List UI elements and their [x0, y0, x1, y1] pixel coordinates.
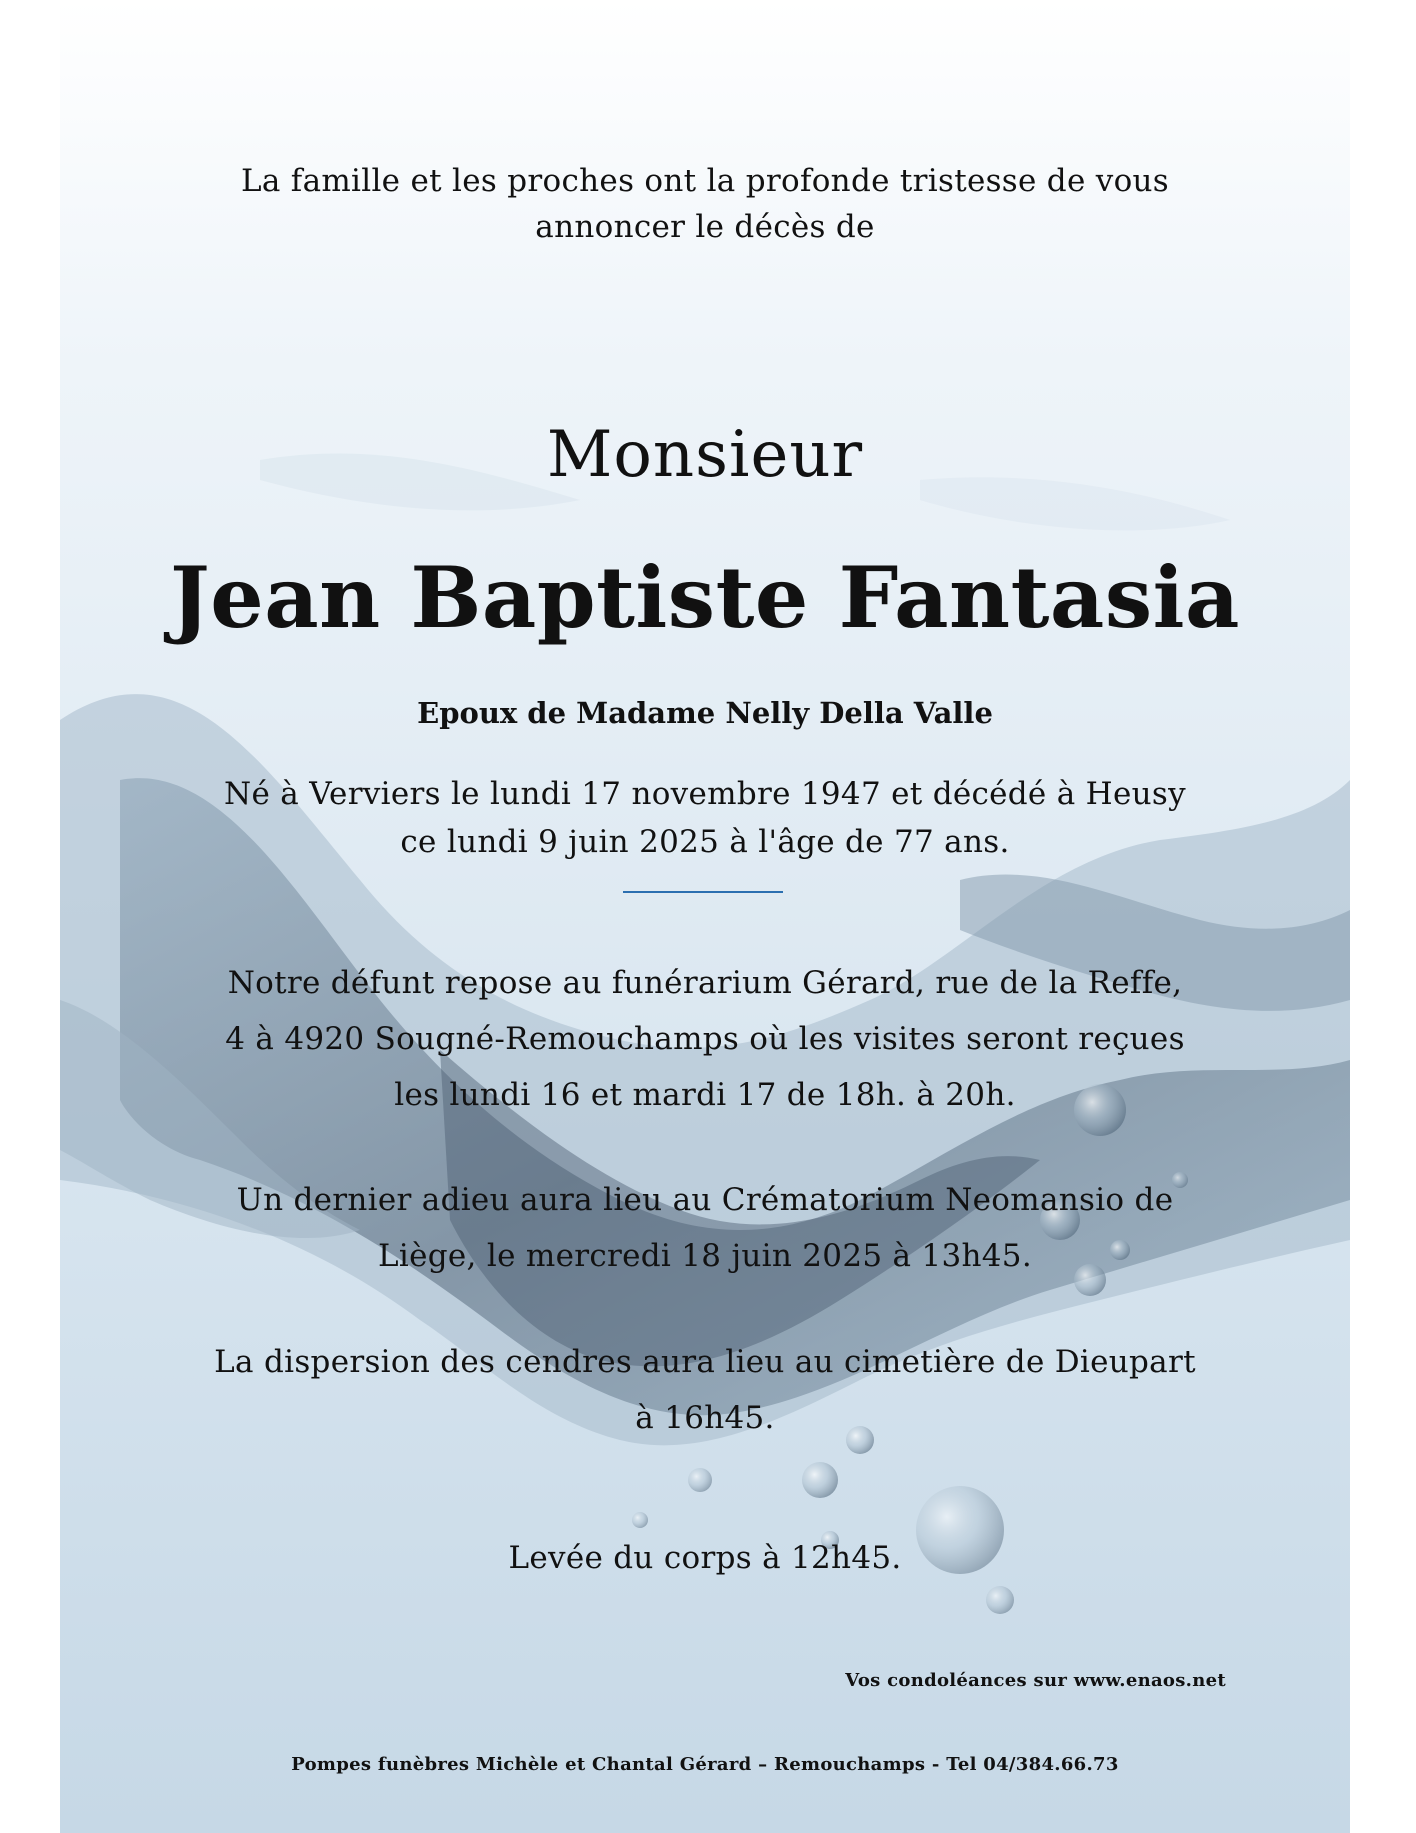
honorific-title: Monsieur	[546, 418, 864, 492]
visitation-details	[60, 955, 1350, 1123]
funeral-home-footer: Pompes funèbres Michèle et Chantal Gérard – Remouchamps - Tel 04/384.66.73	[291, 1754, 1119, 1775]
condolences-link[interactable]: Vos condoléances sur www.enaos.net	[845, 1670, 1226, 1691]
intro-text	[60, 158, 1350, 250]
divider-line	[623, 891, 783, 893]
spouse-line: Epoux de Madame Nelly Della Valle	[417, 696, 993, 730]
farewell-line-2: Liège, le mercredi 18 juin 2025 à 13h45.	[378, 1238, 1032, 1274]
ashes-line-1: La dispersion des cendres aura lieu au cimetière de Dieupart	[214, 1344, 1196, 1380]
intro-line-2: annoncer le décès de	[535, 209, 875, 245]
birth-death-details	[60, 770, 1350, 866]
intro-line-1: La famille et les proches ont la profonde tristesse de vous	[240, 163, 1170, 199]
farewell-details	[60, 1172, 1350, 1284]
ashes-line-2: à 16h45.	[635, 1400, 775, 1436]
birth-line-2: ce lundi 9 juin 2025 à l'âge de 77 ans.	[400, 824, 1010, 860]
levee-du-corps: Levée du corps à 12h45.	[508, 1540, 902, 1576]
birth-line-1: Né à Verviers le lundi 17 novembre 1947 et décédé à Heusy	[224, 776, 1186, 812]
visits-line-3: les lundi 16 et mardi 17 de 18h. à 20h.	[394, 1077, 1016, 1113]
ashes-dispersion-details	[60, 1334, 1350, 1446]
visits-line-1: Notre défunt repose au funérarium Gérard, rue de la Reffe,	[227, 965, 1183, 1001]
farewell-line-1: Un dernier adieu aura lieu au Crématorium Neomansio de	[236, 1182, 1174, 1218]
visits-line-2: 4 à 4920 Sougné-Remouchamps où les visites seront reçues	[225, 1021, 1185, 1057]
deceased-name: Jean Baptiste Fantasia	[170, 548, 1240, 647]
